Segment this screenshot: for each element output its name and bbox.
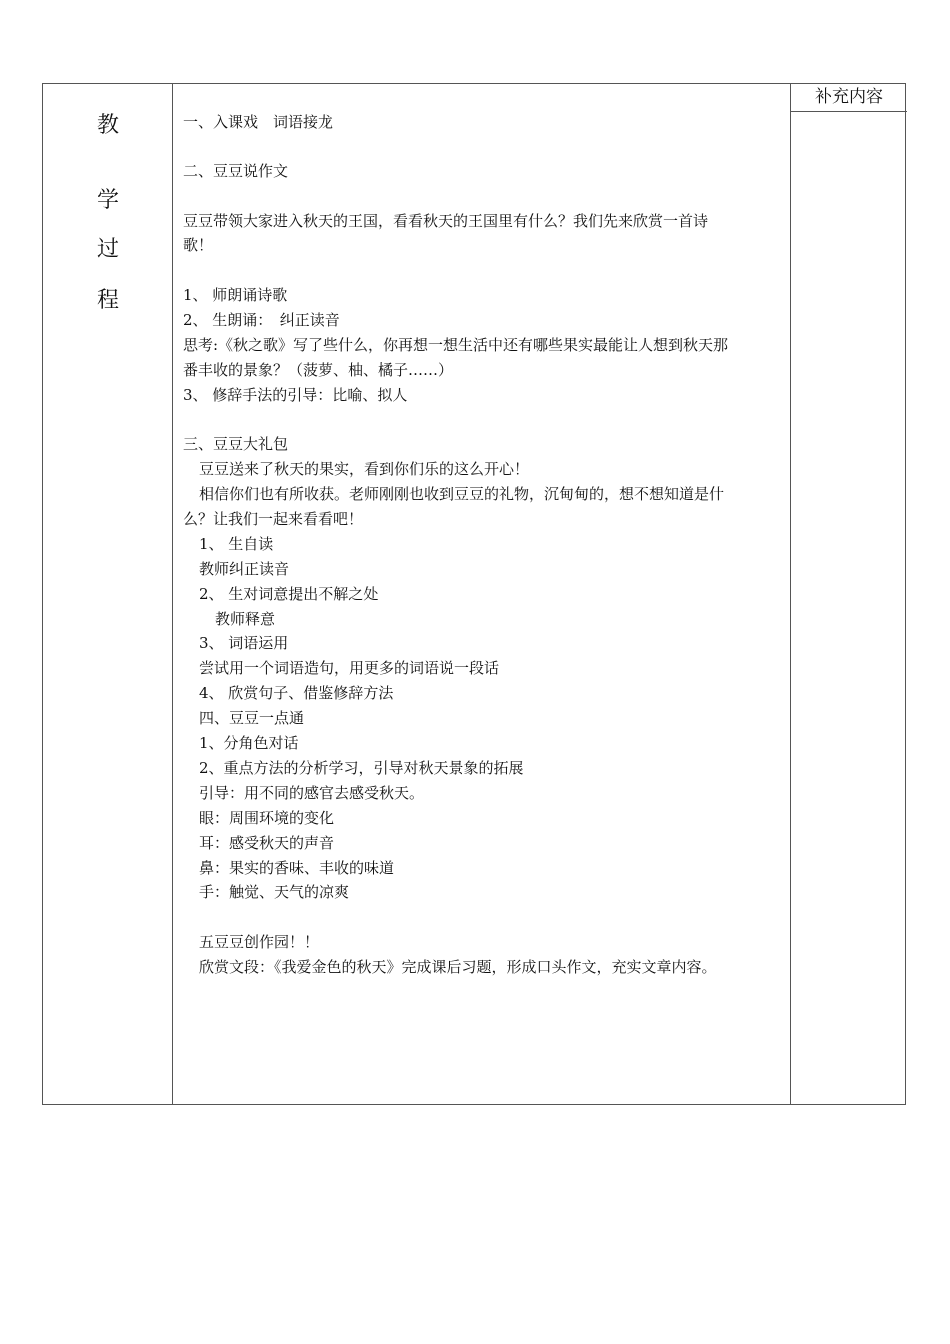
content-line: 2、重点方法的分析学习，引导对秋天景象的拓展 bbox=[199, 759, 524, 777]
content-line: 2、 生朗诵： 纠正读音 bbox=[183, 311, 340, 329]
content-line: 二、豆豆说作文 bbox=[183, 162, 289, 180]
lesson-table bbox=[42, 83, 906, 1105]
content-line: 手：触觉、天气的凉爽 bbox=[199, 883, 350, 901]
content-line: 歌！ bbox=[183, 236, 214, 254]
content-line: 引导：用不同的感官去感受秋天。 bbox=[199, 784, 425, 802]
supplement-header-divider bbox=[790, 111, 907, 112]
content-line: 3、 修辞手法的引导：比喻、拟人 bbox=[183, 386, 408, 404]
content-line: 4、 欣赏句子、借鉴修辞方法 bbox=[199, 684, 394, 702]
side-title-char: 过 bbox=[96, 237, 119, 262]
content-line: 2、 生对词意提出不解之处 bbox=[199, 585, 379, 603]
side-title-char: 程 bbox=[96, 288, 119, 313]
content-line: 三、豆豆大礼包 bbox=[183, 435, 289, 453]
side-title-char: 教 bbox=[96, 113, 119, 138]
content-line: 尝试用一个词语造句，用更多的词语说一段话 bbox=[199, 659, 500, 677]
content-line: 豆豆带领大家进入秋天的王国，看看秋天的王国里有什么？我们先来欣赏一首诗 bbox=[183, 212, 709, 230]
content-line: 欣赏文段：《我爱金色的秋天》完成课后习题，形成口头作文，充实文章内容。 bbox=[199, 958, 717, 976]
content-line: 豆豆送来了秋天的果实，看到你们乐的这么开心！ bbox=[199, 460, 530, 478]
side-title-char: 学 bbox=[96, 188, 119, 213]
content-line: 四、豆豆一点通 bbox=[199, 709, 305, 727]
content-line: 思考:《秋之歌》写了些什么，你再想一想生活中还有哪些果实最能让人想到秋天那 bbox=[183, 336, 729, 354]
content-line: 3、 词语运用 bbox=[199, 634, 289, 652]
content-line: 么？让我们一起来看看吧！ bbox=[183, 510, 364, 528]
content-line: 眼：周围环境的变化 bbox=[199, 809, 335, 827]
supplement-header: 补充内容 bbox=[815, 87, 883, 107]
column-divider-right bbox=[790, 84, 791, 1104]
content-line: 一、入课戏 词语接龙 bbox=[183, 113, 334, 131]
content-line: 鼻：果实的香味、丰收的味道 bbox=[199, 859, 395, 877]
content-line: 1、 师朗诵诗歌 bbox=[183, 286, 288, 304]
content-line: 五豆豆创作园！！ bbox=[199, 933, 320, 951]
content-line: 番丰收的景象？（菠萝、柚、橘子……） bbox=[183, 361, 454, 379]
content-line: 教师释意 bbox=[215, 610, 276, 628]
content-line: 耳：感受秋天的声音 bbox=[199, 834, 335, 852]
content-line: 1、分角色对话 bbox=[199, 734, 299, 752]
content-line: 相信你们也有所收获。老师刚刚也收到豆豆的礼物，沉甸甸的，想不想知道是什 bbox=[199, 485, 725, 503]
content-line: 1、 生自读 bbox=[199, 535, 274, 553]
content-line: 教师纠正读音 bbox=[199, 560, 290, 578]
